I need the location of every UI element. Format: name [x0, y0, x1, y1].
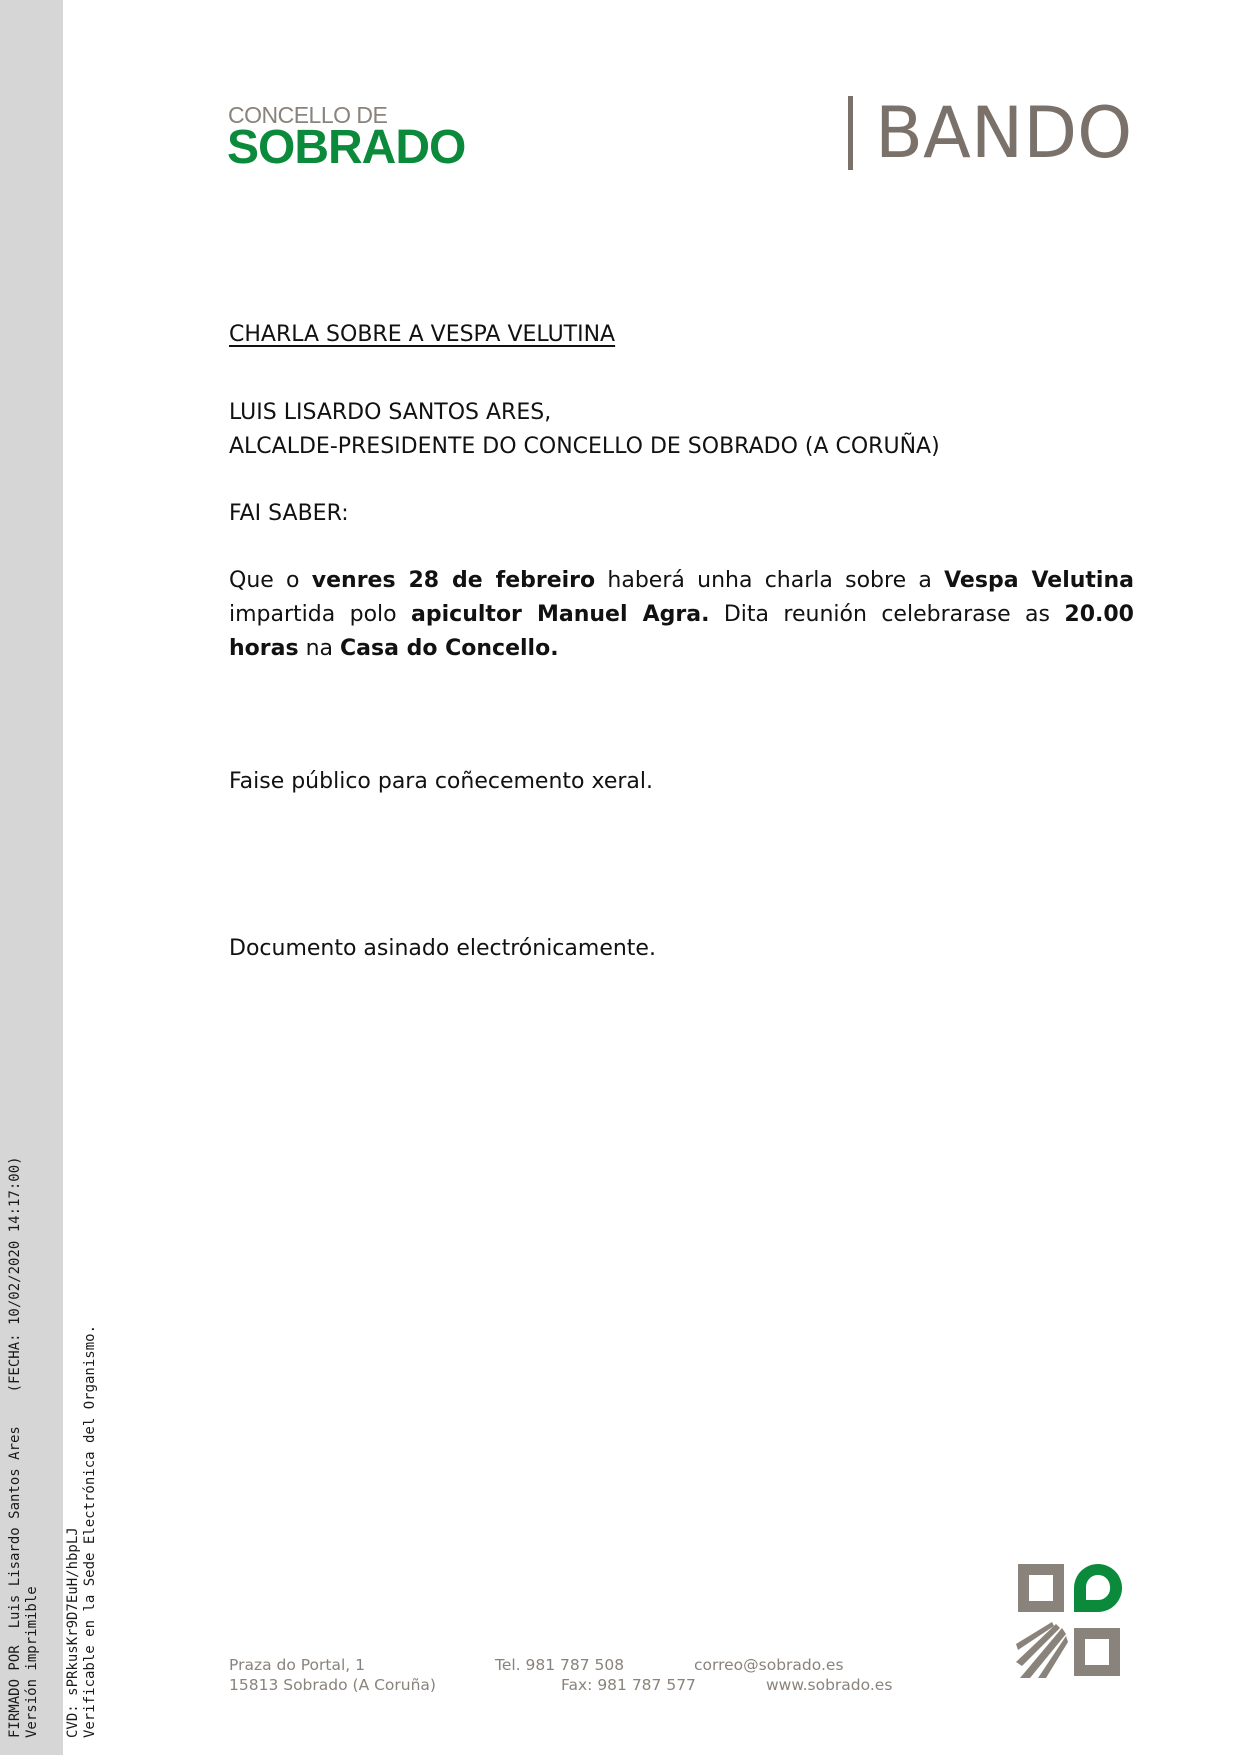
emblem-square-inner — [1029, 1575, 1053, 1601]
notice-title: CHARLA SOBRE A VESPA VELUTINA — [229, 322, 616, 347]
footer-tel: Tel. 981 787 508 — [495, 1656, 625, 1674]
verification-info — [65, 1325, 99, 1738]
concello-logo — [228, 102, 472, 180]
announcement-paragraph — [229, 564, 1134, 666]
event-date: venres 28 de febreiro — [311, 568, 596, 593]
event-venue: Casa do Concello. — [340, 636, 559, 661]
signature-info — [7, 1156, 41, 1738]
document-type-label: BANDO — [875, 92, 1133, 174]
address-line-2: 15813 Sobrado (A Coruña) — [229, 1676, 436, 1694]
emblem-square-inner — [1085, 1639, 1109, 1665]
emblem-leaf-inner — [1086, 1575, 1110, 1600]
footer-address — [229, 1655, 436, 1695]
announce-heading: FAI SABER: — [229, 501, 349, 526]
verification-line: Verificable en la Sede Electrónica del Organismo. — [82, 1324, 98, 1738]
concello-emblem-icon — [1016, 1562, 1124, 1680]
footer-fax: Fax: 981 787 577 — [561, 1676, 696, 1694]
paragraph-text: Que o — [229, 568, 312, 593]
event-time: 20.00 horas — [229, 602, 1134, 661]
public-notice-line: Faise público para coñecemento xeral. — [229, 769, 653, 794]
paragraph-text: impartida polo — [229, 602, 412, 627]
signed-note-line: Documento asinado electrónicamente. — [229, 936, 656, 961]
mayor-role: ALCALDE-PRESIDENTE DO CONCELLO DE SOBRADO (A CORUÑA) — [229, 434, 940, 459]
paragraph-text: na — [298, 636, 340, 661]
heading-divider — [848, 96, 853, 170]
printable-version-line: Versión imprimible — [24, 1586, 40, 1738]
signed-by-line: FIRMADO POR Luis Lisardo Santos Ares (FECHA: 10/02/2020 14:17:00) — [7, 1156, 23, 1738]
paragraph-text: Dita reunión celebrarase as — [709, 602, 1065, 627]
footer-email: correo@sobrado.es — [694, 1656, 844, 1674]
logo-top-text: CONCELLO DE — [228, 102, 388, 128]
footer-web: www.sobrado.es — [766, 1676, 893, 1694]
address-line-1: Praza do Portal, 1 — [229, 1656, 366, 1674]
speaker: apicultor Manuel Agra. — [411, 602, 710, 627]
mayor-name: LUIS LISARDO SANTOS ARES, — [229, 400, 552, 425]
paragraph-text: haberá unha charla sobre a — [595, 568, 945, 593]
logo-main-text: SOBRADO — [227, 121, 466, 174]
talk-topic: Vespa Velutina — [944, 568, 1134, 593]
document-type-heading — [848, 88, 1132, 178]
issuer-block — [229, 396, 1134, 464]
cvd-code-line: CVD: sPRkusKr9D7EuH/hbpLJ — [65, 1527, 81, 1738]
